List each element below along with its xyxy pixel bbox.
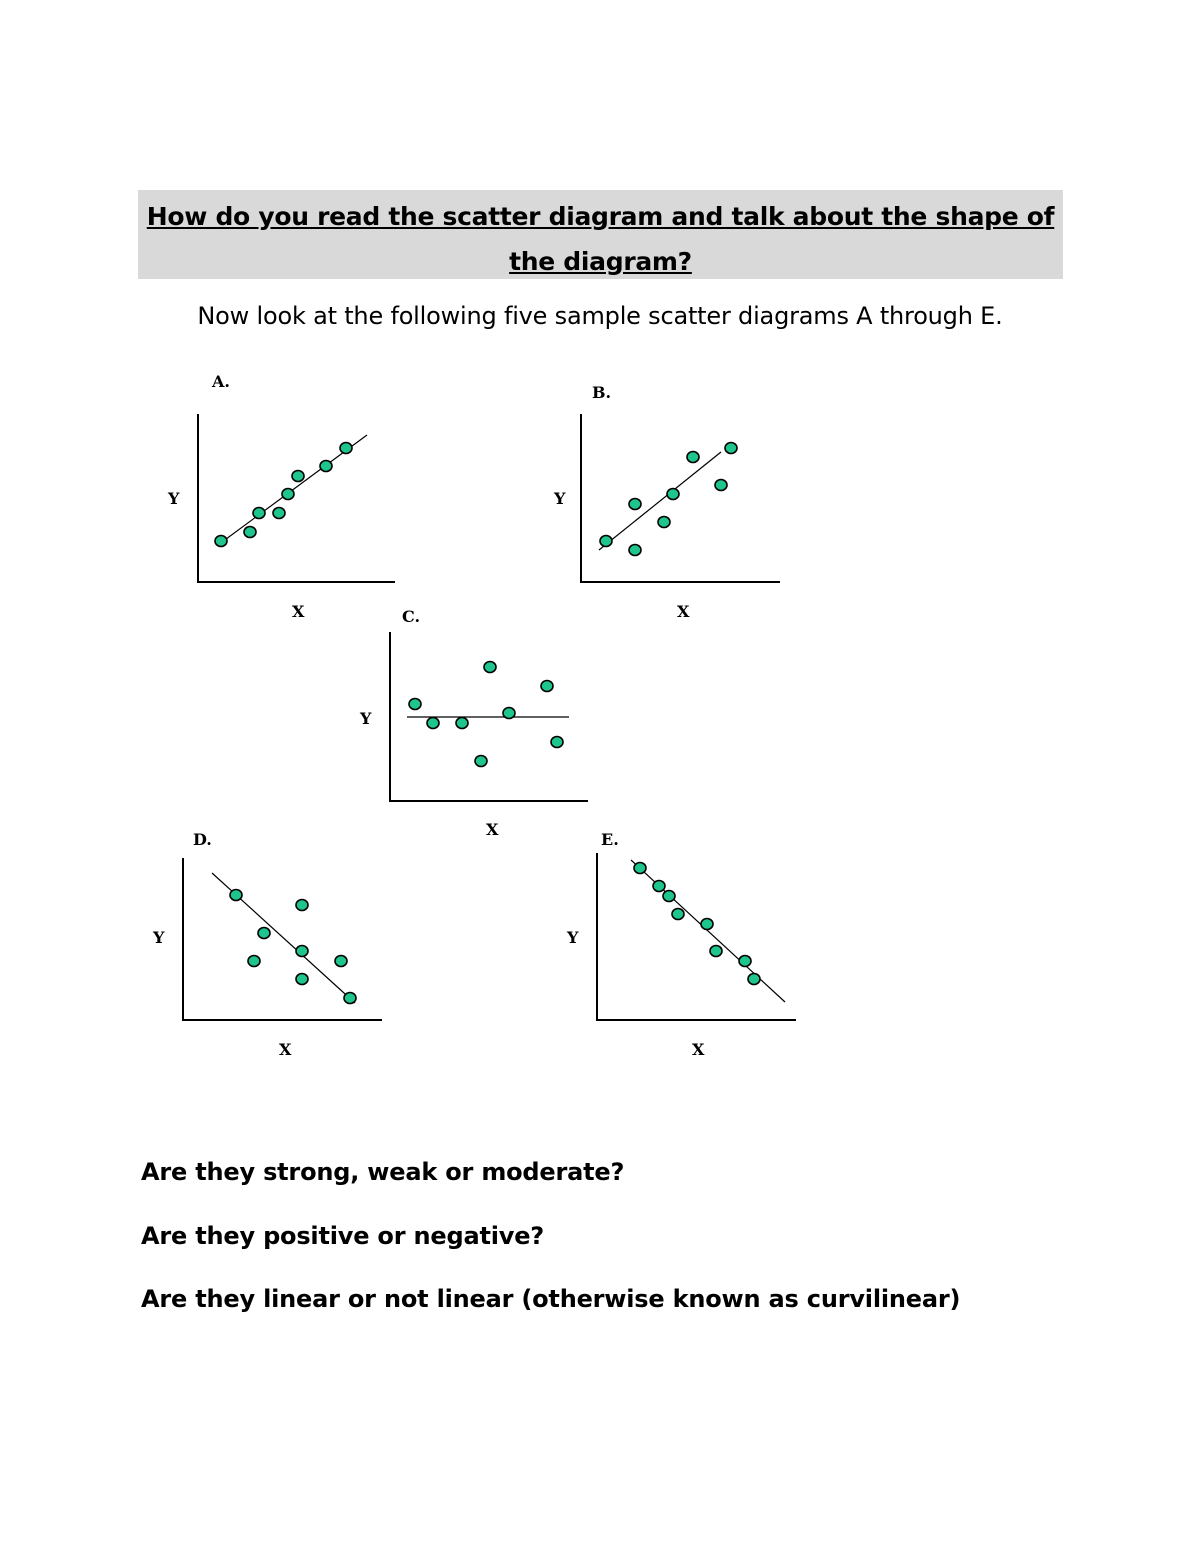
diagram-c-point xyxy=(475,756,487,767)
diagram-a-x-axis-label: X xyxy=(292,602,305,621)
diagram-a-point xyxy=(292,471,304,482)
diagram-c-label: C. xyxy=(402,607,421,626)
diagram-e-point xyxy=(739,956,751,967)
diagram-b-point xyxy=(725,443,737,454)
question-linearity: Are they linear or not linear (otherwise known as curvilinear) xyxy=(141,1285,961,1313)
diagram-e-point xyxy=(672,909,684,920)
diagram-b-y-axis-label: Y xyxy=(554,489,566,508)
diagram-c-point xyxy=(427,718,439,729)
diagram-d-label: D. xyxy=(193,830,212,849)
diagram-d-point xyxy=(296,946,308,957)
diagram-b-x-axis-label: X xyxy=(677,602,690,621)
diagram-a-label: A. xyxy=(212,372,230,391)
diagram-c-y-axis-label: Y xyxy=(360,709,372,728)
diagram-c-point xyxy=(409,699,421,710)
diagram-a-point xyxy=(253,508,265,519)
diagram-e-point xyxy=(663,891,675,902)
diagram-d-point xyxy=(344,993,356,1004)
diagram-d-y-axis-label: Y xyxy=(153,928,165,947)
diagram-d-point xyxy=(258,928,270,939)
diagram-e-x-axis-label: X xyxy=(692,1040,705,1059)
diagram-a-point xyxy=(282,489,294,500)
diagram-b-point xyxy=(715,480,727,491)
diagram-b-axes xyxy=(581,414,780,582)
diagram-e-label: E. xyxy=(601,830,619,849)
diagram-b-trend-line xyxy=(599,452,721,550)
diagram-a-point xyxy=(215,536,227,547)
page-title: How do you read the scatter diagram and talk about the shape of the diagram? xyxy=(146,202,1055,276)
diagram-c-x-axis-label: X xyxy=(486,820,499,839)
diagram-b-point xyxy=(658,517,670,528)
diagram-a-point xyxy=(244,527,256,538)
diagram-a-y-axis-label: Y xyxy=(168,489,180,508)
diagram-e-axes xyxy=(597,853,796,1020)
diagram-b-point xyxy=(600,536,612,547)
diagram-a-point xyxy=(273,508,285,519)
diagram-c-point xyxy=(541,681,553,692)
diagram-b-point xyxy=(629,545,641,556)
diagram-d-point xyxy=(230,890,242,901)
diagram-a-axes xyxy=(198,414,395,582)
diagram-d-point xyxy=(335,956,347,967)
diagram-d-x-axis-label: X xyxy=(279,1040,292,1059)
diagram-a-point xyxy=(320,461,332,472)
diagram-c-point xyxy=(456,718,468,729)
diagram-c-point xyxy=(551,737,563,748)
diagram-e-point xyxy=(701,919,713,930)
diagram-b-point xyxy=(687,452,699,463)
diagram-e-point xyxy=(748,974,760,985)
diagram-e-point xyxy=(653,881,665,892)
diagram-d-point xyxy=(296,974,308,985)
diagram-d-point xyxy=(248,956,260,967)
diagram-d-point xyxy=(296,900,308,911)
diagram-e-y-axis-label: Y xyxy=(567,928,579,947)
diagram-e-trend-line xyxy=(631,860,785,1002)
diagram-a-point xyxy=(340,443,352,454)
diagram-c-point xyxy=(503,708,515,719)
question-strength: Are they strong, weak or moderate? xyxy=(141,1158,625,1186)
diagram-e-point xyxy=(710,946,722,957)
diagram-b-point xyxy=(629,499,641,510)
diagram-e-point xyxy=(634,863,646,874)
diagram-b-label: B. xyxy=(592,383,612,402)
diagram-c-point xyxy=(484,662,496,673)
intro-text: Now look at the following five sample scatter diagrams A through E. xyxy=(197,302,1003,330)
diagram-b-point xyxy=(667,489,679,500)
question-direction: Are they positive or negative? xyxy=(141,1222,544,1250)
